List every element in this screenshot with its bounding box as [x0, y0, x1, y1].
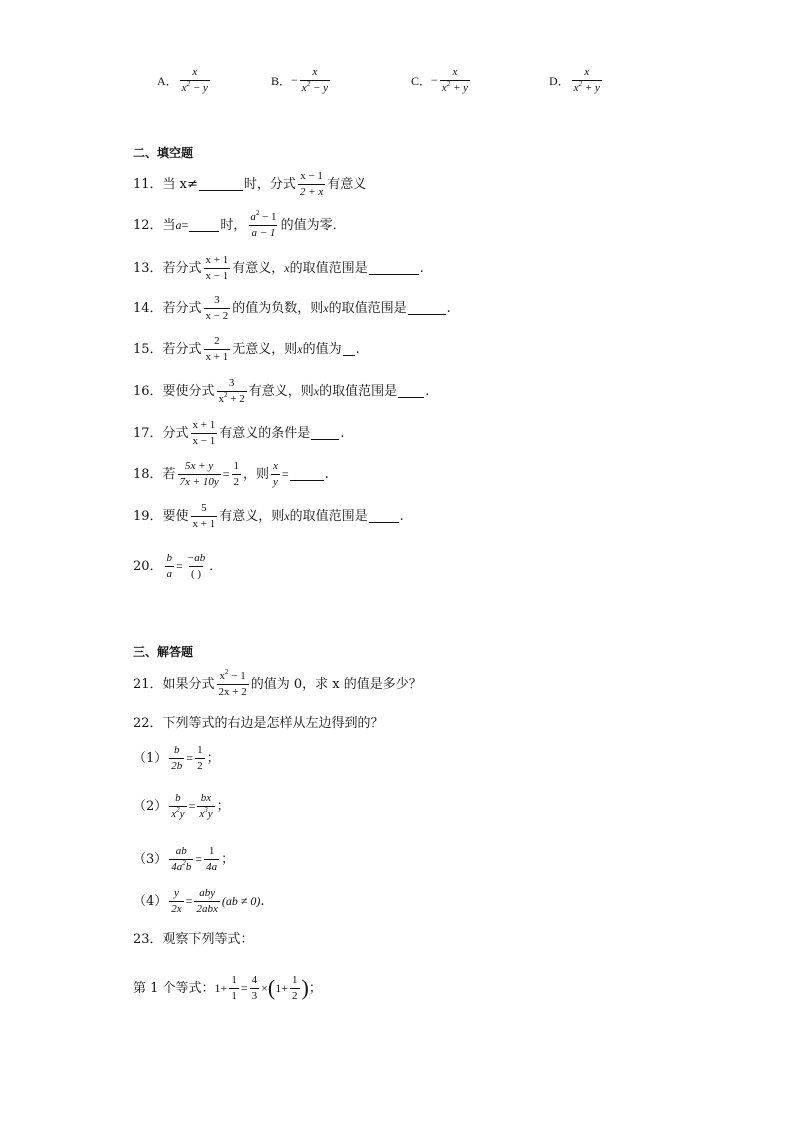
q15-answer-blank[interactable]	[343, 342, 355, 356]
q22-p2-left-fraction	[169, 792, 186, 820]
option-b-label: B．	[271, 73, 292, 88]
q22-p4-label: （4）	[133, 893, 168, 909]
option-a-label: A．	[157, 73, 178, 88]
q22-p3-rden: 4a	[206, 860, 218, 873]
num-a: a	[250, 211, 256, 223]
q13-mid: 有意义，	[232, 260, 285, 276]
question-23-title: 23．观察下列等式：	[133, 932, 254, 947]
num-sup: 2	[225, 668, 229, 676]
q21-suffix: 的值为 0，求 x 的值是多少？	[250, 676, 422, 692]
q15-fraction	[204, 335, 231, 363]
q20-eq: =	[176, 559, 183, 574]
den-sup: 2	[446, 79, 451, 88]
option-b-fraction	[300, 66, 330, 94]
q11-fraction	[298, 170, 325, 198]
q16-answer-blank[interactable]	[398, 384, 424, 398]
q20-denominator: a	[166, 567, 173, 580]
left-paren-icon: (	[267, 975, 276, 1001]
q14-numerator: 3	[214, 294, 220, 306]
option-c-numerator: x	[452, 66, 458, 78]
q14-denominator: x − 2	[205, 309, 229, 322]
den-base: x	[301, 81, 307, 94]
q23-l1-frac2	[250, 974, 260, 1002]
q22-p4-eq: =	[185, 894, 193, 909]
den-a: x	[199, 807, 205, 820]
question-14	[133, 294, 451, 322]
section-heading-fill-blank: 二、填空题	[133, 146, 194, 160]
q11-denominator: 2 + x	[299, 185, 324, 198]
q12-answer-blank[interactable]	[189, 218, 219, 232]
den-a: 4a	[171, 860, 183, 873]
q18-eq2: =	[281, 467, 289, 482]
option-d-denominator	[572, 80, 602, 95]
q22-p2-right-fraction	[197, 792, 214, 820]
q21-denominator: 2x + 2	[218, 685, 247, 698]
option-c-denominator	[440, 80, 470, 95]
question-22-title: 22．下列等式的右边是怎样从左边得到的？	[133, 716, 384, 731]
q15-mid: 无意义，则	[232, 341, 298, 357]
den-a: x	[171, 807, 177, 820]
q19-mid: 有意义，则	[219, 508, 285, 524]
option-a-fraction	[180, 66, 210, 94]
q18-mid: ，则	[243, 466, 270, 482]
q22-p4-lnum: y	[174, 887, 179, 899]
q19-fraction	[191, 502, 218, 530]
den-rest: − y	[190, 81, 208, 94]
q13-answer-blank[interactable]	[369, 261, 419, 275]
q19-post: 的取值范围是	[289, 508, 368, 524]
q22-p3-right-fraction	[204, 845, 219, 873]
num-sup: 2	[255, 209, 260, 217]
option-a-numerator: x	[192, 66, 198, 78]
q18-answer-blank[interactable]	[290, 467, 324, 481]
den-rest: + y	[582, 81, 600, 94]
q17-denominator: x − 1	[192, 434, 216, 447]
q22-p1-left-fraction	[169, 744, 184, 772]
q22-p3-lnum: ab	[175, 845, 187, 857]
q23-l1-label: 第 1 个等式：	[133, 980, 215, 996]
q16-fraction	[217, 377, 247, 405]
q15-numerator: 2	[214, 335, 220, 347]
q22-p1-eq: =	[186, 751, 194, 766]
q23-l1-f3num: 1	[292, 974, 298, 986]
q12-suffix: 的值为零．	[280, 217, 346, 233]
q14-prefix: 14．若分式	[133, 300, 202, 316]
q23-l1-f2num: 4	[251, 974, 258, 986]
q15-prefix: 15．若分式	[133, 341, 202, 357]
option-d	[549, 66, 604, 94]
section-heading-solutions: 三、解答题	[133, 645, 194, 659]
question-19	[133, 502, 404, 530]
q13-prefix: 13．若分式	[133, 260, 202, 276]
q20-rhs-numerator: −ab	[186, 552, 206, 564]
den-b: y	[207, 807, 213, 820]
q16-numerator: 3	[228, 377, 235, 389]
num-base: x	[219, 670, 226, 682]
q12-numerator	[248, 211, 278, 225]
q23-l1-times: ×	[261, 981, 268, 996]
q19-var: x	[284, 509, 290, 524]
q14-var: x	[323, 301, 329, 316]
q22-p1-rden: 2	[197, 759, 203, 772]
q14-post: 的取值范围是	[328, 300, 407, 316]
q23-l1-end: ；	[308, 980, 322, 996]
q21-numerator	[218, 670, 248, 684]
q22-p3-left-fraction	[169, 845, 193, 873]
q11-answer-blank[interactable]	[199, 177, 243, 191]
option-d-numerator: x	[584, 66, 590, 78]
q12-prefix: 12．当	[133, 217, 176, 233]
q22-p2-rden	[197, 806, 214, 821]
den-base: x	[441, 81, 447, 94]
question-21	[133, 670, 422, 698]
q23-equation-1	[133, 974, 322, 1002]
q14-answer-blank[interactable]	[408, 301, 446, 315]
option-c-label: C．	[411, 73, 432, 88]
q12-fraction	[248, 211, 278, 239]
q22-p3-rnum: 1	[208, 845, 215, 857]
num-rest: − 1	[259, 211, 277, 223]
option-d-label: D．	[549, 73, 570, 88]
question-17	[133, 419, 344, 447]
option-b-sign: −	[291, 72, 298, 87]
q12-mid: 时，	[220, 217, 247, 233]
q23-l1-inner-one: 1+	[275, 981, 288, 996]
q13-var: x	[284, 261, 290, 276]
option-b	[271, 66, 332, 94]
den-b: b	[185, 860, 192, 873]
right-paren-icon: )	[301, 975, 309, 1001]
q22-p4-condition: (ab ≠ 0)	[221, 894, 261, 909]
q22-part-1	[133, 744, 220, 772]
den-b: y	[179, 807, 185, 820]
den-rest: + 2	[227, 392, 245, 405]
den-rest: − y	[310, 81, 328, 94]
q18-xy-numerator: x	[273, 460, 278, 472]
option-c	[411, 66, 472, 94]
q12-eq: =	[181, 218, 189, 233]
q19-numerator: 5	[201, 502, 207, 514]
q20-rhs-fraction	[185, 552, 207, 580]
q22-p3-lden	[169, 859, 193, 874]
den-sup: 2	[182, 858, 186, 867]
q18-prefix: 18．若	[133, 466, 176, 482]
option-a	[157, 66, 212, 94]
q11-mid: 时，分式	[243, 176, 296, 192]
den-sup: 2	[224, 390, 228, 399]
q13-fraction	[204, 254, 231, 282]
q22-p2-lnum: b	[175, 792, 181, 804]
q19-end: .	[399, 508, 404, 524]
q22-p3-eq: =	[195, 852, 203, 867]
q18-denominator: 7x + 10y	[179, 475, 219, 488]
q22-p4-rnum: aby	[199, 887, 216, 899]
q18-numerator: 5x + y	[185, 460, 214, 472]
q18-fraction	[178, 460, 221, 488]
q22-p2-end: ；	[216, 798, 230, 814]
den-sup: 2	[176, 805, 180, 814]
q18-xy-denominator: y	[273, 475, 278, 488]
den-sup: 3	[204, 805, 208, 814]
q22-part-3	[133, 845, 234, 873]
q23-l1-f2den: 3	[251, 989, 258, 1002]
q17-end: .	[340, 425, 345, 441]
q18-ratio-numerator: 1	[233, 460, 240, 472]
q22-part-4	[133, 887, 265, 915]
q22-p1-label: （1）	[133, 750, 168, 766]
num-rest: − 1	[228, 670, 246, 682]
q16-end: .	[425, 383, 430, 399]
q22-p4-right-fraction	[194, 887, 219, 915]
q13-end: .	[419, 260, 424, 276]
q19-denominator: x + 1	[192, 517, 216, 530]
q22-p1-lnum: b	[174, 744, 180, 756]
q22-p1-lden: 2b	[171, 759, 183, 772]
q11-numerator: x − 1	[300, 170, 323, 182]
den-base: x	[573, 81, 579, 94]
question-18	[133, 460, 329, 488]
q16-denominator	[217, 391, 247, 406]
den-sup: 2	[306, 79, 311, 88]
q16-mid: 有意义，则	[248, 383, 314, 399]
q17-numerator: x + 1	[192, 419, 216, 431]
q22-p2-eq: =	[188, 799, 196, 814]
q18-eq: =	[222, 467, 230, 482]
q18-ratio-fraction	[232, 460, 242, 488]
option-b-denominator	[300, 80, 330, 95]
question-15	[133, 335, 360, 363]
q17-answer-blank[interactable]	[311, 426, 339, 440]
q23-l1-one: 1+	[214, 981, 228, 996]
option-a-denominator	[180, 80, 210, 95]
q16-post: 的取值范围是	[319, 383, 398, 399]
q16-prefix: 16．要使分式	[133, 383, 215, 399]
q22-p2-rnum: bx	[200, 792, 212, 804]
q13-denominator: x − 1	[205, 269, 229, 282]
den-sup: 2	[578, 79, 583, 88]
q22-p1-end: ；	[206, 750, 220, 766]
q23-l1-frac1	[229, 974, 239, 1002]
q15-post: 的值为	[302, 341, 342, 357]
q13-post: 的取值范围是	[289, 260, 368, 276]
q20-fraction	[165, 552, 175, 580]
q22-p1-right-fraction	[195, 744, 205, 772]
q20-numerator: b	[166, 552, 173, 564]
den-rest: + y	[450, 81, 468, 94]
q22-p2-label: （2）	[133, 798, 168, 814]
question-12	[133, 211, 346, 239]
option-b-numerator: x	[312, 66, 318, 78]
den-base: x	[181, 81, 187, 94]
q18-ratio-denominator: 2	[233, 475, 240, 488]
q15-end: .	[355, 341, 360, 357]
q23-l1-frac3	[290, 974, 300, 1002]
q20-end: ．	[209, 558, 223, 574]
q22-p2-lden	[169, 806, 186, 821]
q22-p3-label: （3）	[133, 851, 168, 867]
q23-l1-f1den: 1	[231, 989, 237, 1002]
question-20	[133, 552, 222, 580]
q13-numerator: x + 1	[205, 254, 229, 266]
q19-prefix: 19．要使	[133, 508, 189, 524]
question-13	[133, 254, 424, 282]
q20-answer-paren[interactable]: ( )	[191, 567, 202, 580]
q12-denominator: a − 1	[251, 226, 276, 239]
q20-prefix: 20．	[133, 558, 163, 574]
q23-l1-f3den: 2	[292, 989, 298, 1002]
q22-p4-rden: 2abx	[196, 902, 218, 915]
option-d-fraction	[572, 66, 602, 94]
q23-l1-f1num: 1	[231, 974, 237, 986]
q18-end: .	[324, 466, 329, 482]
q22-p4-lden: 2x	[171, 902, 182, 915]
q21-prefix: 21．如果分式	[133, 676, 215, 692]
question-16	[133, 377, 429, 405]
q14-end: .	[446, 300, 451, 316]
q22-part-2	[133, 792, 230, 820]
q11-suffix: 有意义	[327, 176, 367, 192]
q17-mid: 有意义的条件是	[219, 425, 311, 441]
q12-var: a	[175, 218, 182, 233]
q22-p3-end: ；	[221, 851, 235, 867]
option-c-sign: −	[431, 72, 438, 87]
q15-denominator: x + 1	[205, 350, 229, 363]
q21-fraction	[217, 670, 249, 698]
q22-p1-rnum: 1	[197, 744, 203, 756]
q17-prefix: 17．分式	[133, 425, 189, 441]
option-c-fraction	[440, 66, 470, 94]
q23-l1-eq: =	[240, 981, 248, 996]
q14-mid: 的值为负数，则	[232, 300, 324, 316]
q16-var: x	[313, 384, 320, 399]
q19-answer-blank[interactable]	[369, 509, 399, 523]
question-11	[133, 170, 366, 198]
den-sup: 2	[186, 79, 191, 88]
q22-p4-left-fraction	[169, 887, 183, 915]
q15-var: x	[297, 342, 303, 357]
q11-prefix: 11．当 x≠	[133, 176, 198, 192]
den-base: x	[218, 392, 225, 405]
q17-fraction	[191, 419, 218, 447]
q14-fraction	[204, 294, 231, 322]
q22-p4-end: .	[260, 893, 265, 909]
q18-xy-fraction	[271, 460, 280, 488]
